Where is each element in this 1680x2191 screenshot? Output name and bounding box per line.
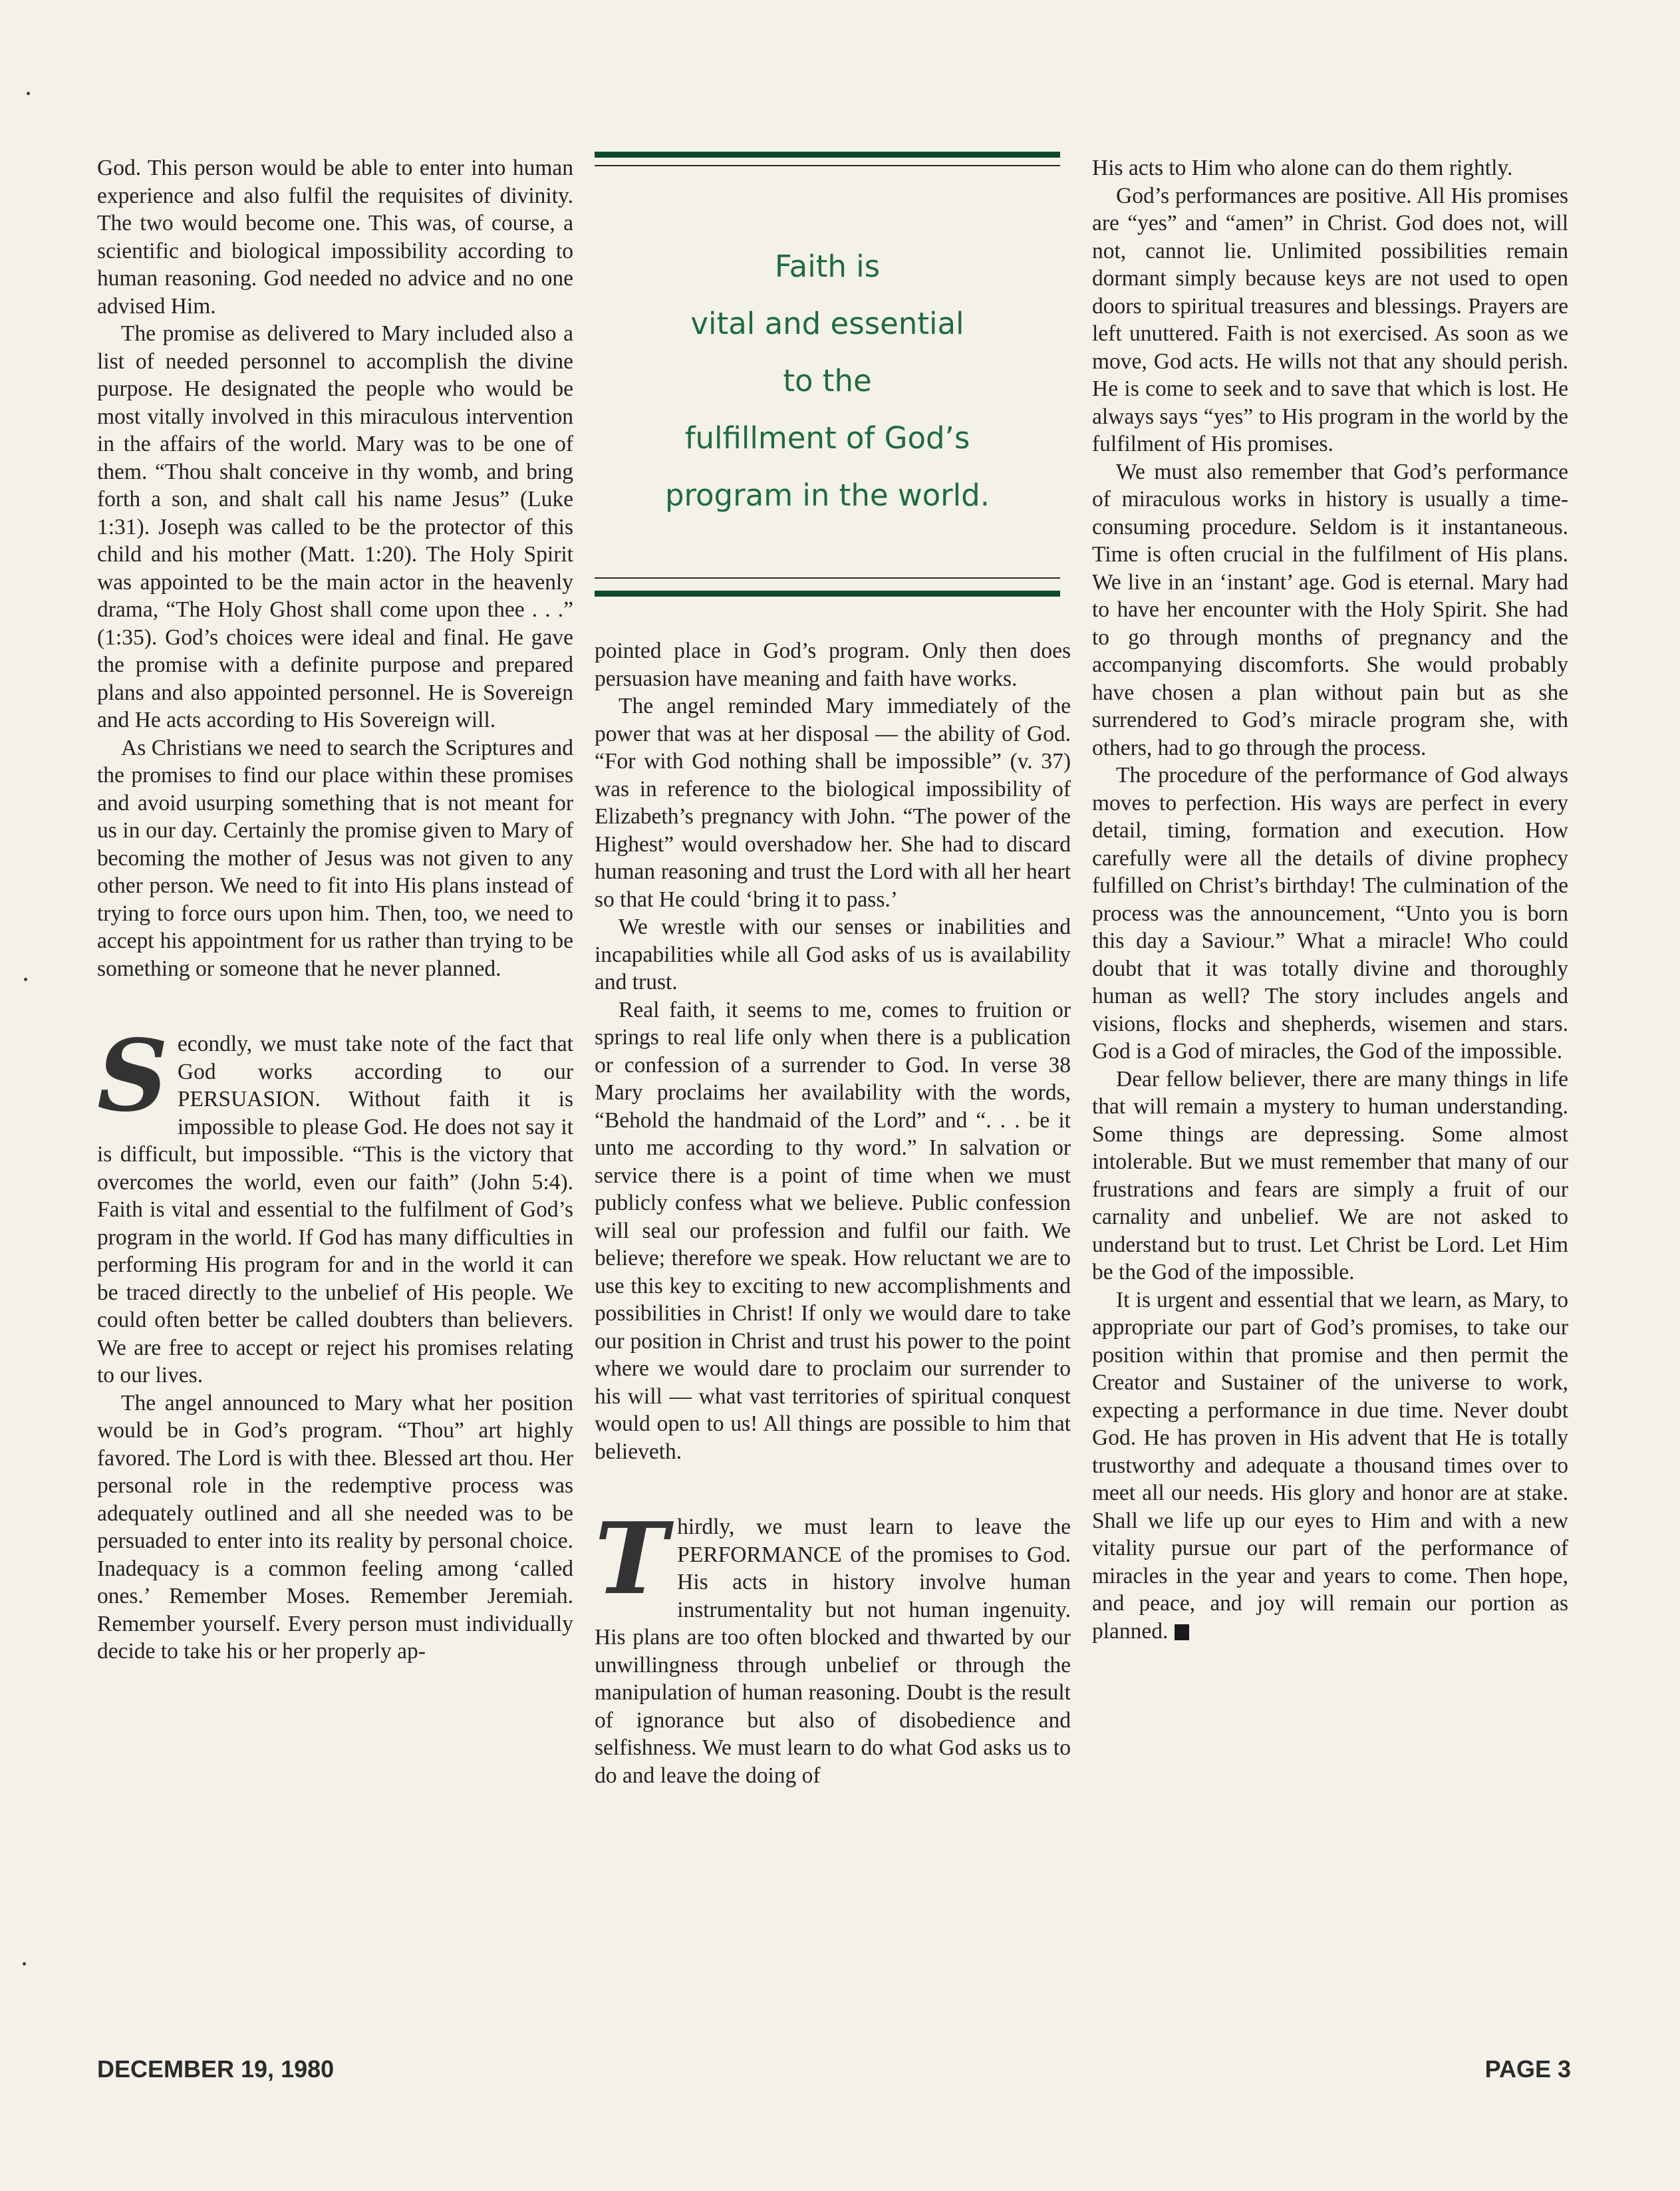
article-column-1 (97, 154, 573, 1666)
drop-cap-t: T (595, 1501, 668, 1616)
print-speck (24, 978, 27, 981)
paragraph-secondly (97, 1018, 573, 1389)
end-of-article-mark (1175, 1624, 1189, 1640)
paragraph: pointed place in God’s program. Only then does persuasion have meaning and faith have works. (595, 639, 1071, 691)
pull-quote-line: vital and essential (690, 306, 964, 341)
paragraph: We must also remember that God’s performance of miraculous works in history is usually a time-consuming procedure. Seldom is it instantaneous. Time is often crucial in the fulfilment of His plans. We live in an ‘instant’ age. God is eternal. Mary had to have her encounter with the Holy Spirit. She had to go through months of pregnancy and the accompanying discomforts. She would probably have chosen a plan without pain but as she surrendered to God’s miracle program she, with others, had to go through the process. (1092, 459, 1568, 760)
rule-top-thin (595, 165, 1060, 166)
paragraph-text: econdly, we must take note of the fact that God works according to our PERSUASION. Without faith it is impossible to please God. He does not say it is difficult, but impossible. “This is the victory that overcomes the world, even our faith” (John 5:4). Faith is vital and essential to the fulfilment of God’s program in the world. If God has many difficulties in performing His program for and in the world it can be traced directly to the unbelief of His people. We could often better be called doubters than believers. We are free to accept or reject his promises relating to our lives. (97, 1032, 573, 1388)
pull-quote-line: to the (783, 363, 872, 398)
paragraph: Real faith, it seems to me, comes to fruition or springs to real life only when there is a publication or confession of a surrender to God. In verse 38 Mary proclaims her availability with the words, “Behold the handmaid of the Lord” and “. . . be it unto me according to thy word.” In salvation or service there is a point of time when we must publicly confess what we believe. Public confession will seal our profession and fulfil our faith. We believe; therefore we speak. How reluctant we are to use this key to exciting to new accomplishments and possibilities in Christ! If only we would dare to take our position in Christ and trust his power to the point where we would dare to proclaim our surrender to his will — what vast territories of spiritual conquest would open to us! All things are possible to him that believeth. (595, 997, 1071, 1464)
paragraph: His acts to Him who alone can do them rightly. (1092, 156, 1513, 180)
paragraph: The procedure of the performance of God always moves to perfection. His ways are perfect in every detail, timing, formation and execution. How carefully were all the details of divine prophecy fulfilled on Christ’s birthday! The culmination of the process was the announcement, “Unto you is born this day a Saviour.” What a miracle! Who could doubt that it was totally divine and thoroughly human as well? The story includes angels and visions, flocks and shepherds, wisemen and stars. God is a God of miracles, the God of the impossible. (1092, 763, 1568, 1064)
paragraph: Dear fellow believer, there are many things in life that will remain a mystery to human understanding. Some things are depressing. Some almost intolerable. But we must remember that many of our frustrations and fears are simply a fruit of our carnality and unbelief. We are not asked to understand but to trust. Let Christ be Lord. Let Him be the God of the impossible. (1092, 1066, 1568, 1284)
paragraph: We wrestle with our senses or inabilities and incapabilities while all God asks of us is availability and trust. (595, 915, 1071, 994)
pull-quote-box (595, 152, 1060, 601)
paragraph: God’s performances are positive. All His promises are “yes” and “amen” in Christ. God does not, will not, cannot lie. Unlimited possibilities remain dormant simply because keys are not used to open doors to spiritual treasures and blessings. Prayers are left unuttered. Faith is not exercised. As soon as we move, God acts. He wills not that any should perish. He is come to seek and to save that which is lost. He always says “yes” to His program in the world by the fulfilment of His promises. (1092, 183, 1568, 456)
paragraph: As Christians we need to search the Scriptures and the promises to find our place within these promises and avoid usurping something that is not meant for us in our day. Certainly the promise given to Mary of becoming the mother of Jesus was not given to any other person. We need to fit into His plans instead of trying to force ours upon him. Then, too, we need to accept his appointment for us rather than trying to be something or someone that he never planned. (97, 735, 573, 981)
paragraph-text: It is urgent and essential that we learn, as Mary, to appropriate our part of God’s promises, to take our position within that promise and then permit the Creator and Sustainer of the universe to work, expecting a performance in due time. Never doubt God. He has proven in His advent that He is totally trustworthy and adequate a thousand times over to meet all our needs. His glory and honor are at stake. Shall we life up our eyes to Him and with a new vitality pursue our part of the performance of miracles in the year and years to come. Then hope, and peace, and joy will remain our portion as planned. (1092, 1287, 1568, 1644)
paragraph: God. This person would be able to enter into human experience and also fulfil the requisites of divinity. The two would become one. This was, of course, a scientific and biological impossibility according to human reasoning. God needed no advice and no one advised Him. (97, 156, 573, 319)
pull-quote (595, 238, 1060, 524)
rule-bottom-thin (595, 577, 1060, 579)
paragraph-text: hirdly, we must learn to leave the PERFORMANCE of the promises to God. His acts in history involve human instrumentality but not human ingenuity. His plans are too often blocked and thwarted by our unwillingness through unbelief or through the manipulation of human reasoning. Doubt is the result of ignorance but also of disobedience and selfishness. We must learn to do what God asks us to do and leave the doing of (595, 1515, 1071, 1788)
print-speck (23, 1962, 26, 1966)
paragraph: The angel announced to Mary what her position would be in God’s program. “Thou” art highly favored. The Lord is with thee. Blessed art thou. Her personal role in the redemptive process was adequately outlined and all she needed was to be persuaded to enter into its reality by personal choice. Inadequacy is a common feeling among ‘called ones.’ Remember Moses. Remember Jeremiah. Remember yourself. Every person must individually decide to take his or her properly ap- (97, 1390, 573, 1664)
pull-quote-line: fulfillment of God’s (684, 420, 970, 456)
article-column-2 (595, 637, 1071, 1789)
paragraph: The angel reminded Mary immediately of the power that was at her disposal — the ability of God. “For with God nothing shall be impossible” (v. 37) was in reference to the biological impossibility of Elizabeth’s pregnancy with John. “The power of the Highest” would overshadow her. She had to discard human reasoning and trust the Lord with all her heart so that He could ‘bring it to pass.’ (595, 694, 1071, 912)
pull-quote-line: Faith is (774, 249, 881, 284)
pull-quote-line: program in the world. (664, 478, 990, 513)
print-speck (27, 92, 30, 95)
footer-page-number: PAGE 3 (1484, 2055, 1571, 2083)
paragraph-final (1092, 1286, 1568, 1646)
rule-bottom-thick (595, 591, 1060, 597)
paragraph-thirdly (595, 1501, 1071, 1789)
drop-cap-s: S (97, 1018, 168, 1133)
rule-top-thick (595, 152, 1060, 158)
paragraph: The promise as delivered to Mary included also a list of needed personnel to accomplish the divine purpose. He designated the people who would be most vitally involved in this miraculous intervention in the affairs of the world. Mary was to be one of them. “Thou shalt conceive in thy womb, and bring forth a son, and shalt call his name Jesus” (Luke 1:31). Joseph was called to be the protector of this child and his mother (Matt. 1:20). The Holy Spirit was appointed to be the main actor in the heavenly drama, “The Holy Ghost shall come upon thee . . .” (1:35). God’s choices were ideal and final. He gave the promise with a definite purpose and prepared plans and also appointed personnel. He is Sovereign and He acts according to His Sovereign will. (97, 321, 573, 732)
footer-date: DECEMBER 19, 1980 (97, 2055, 335, 2083)
article-column-3 (1092, 154, 1568, 1645)
